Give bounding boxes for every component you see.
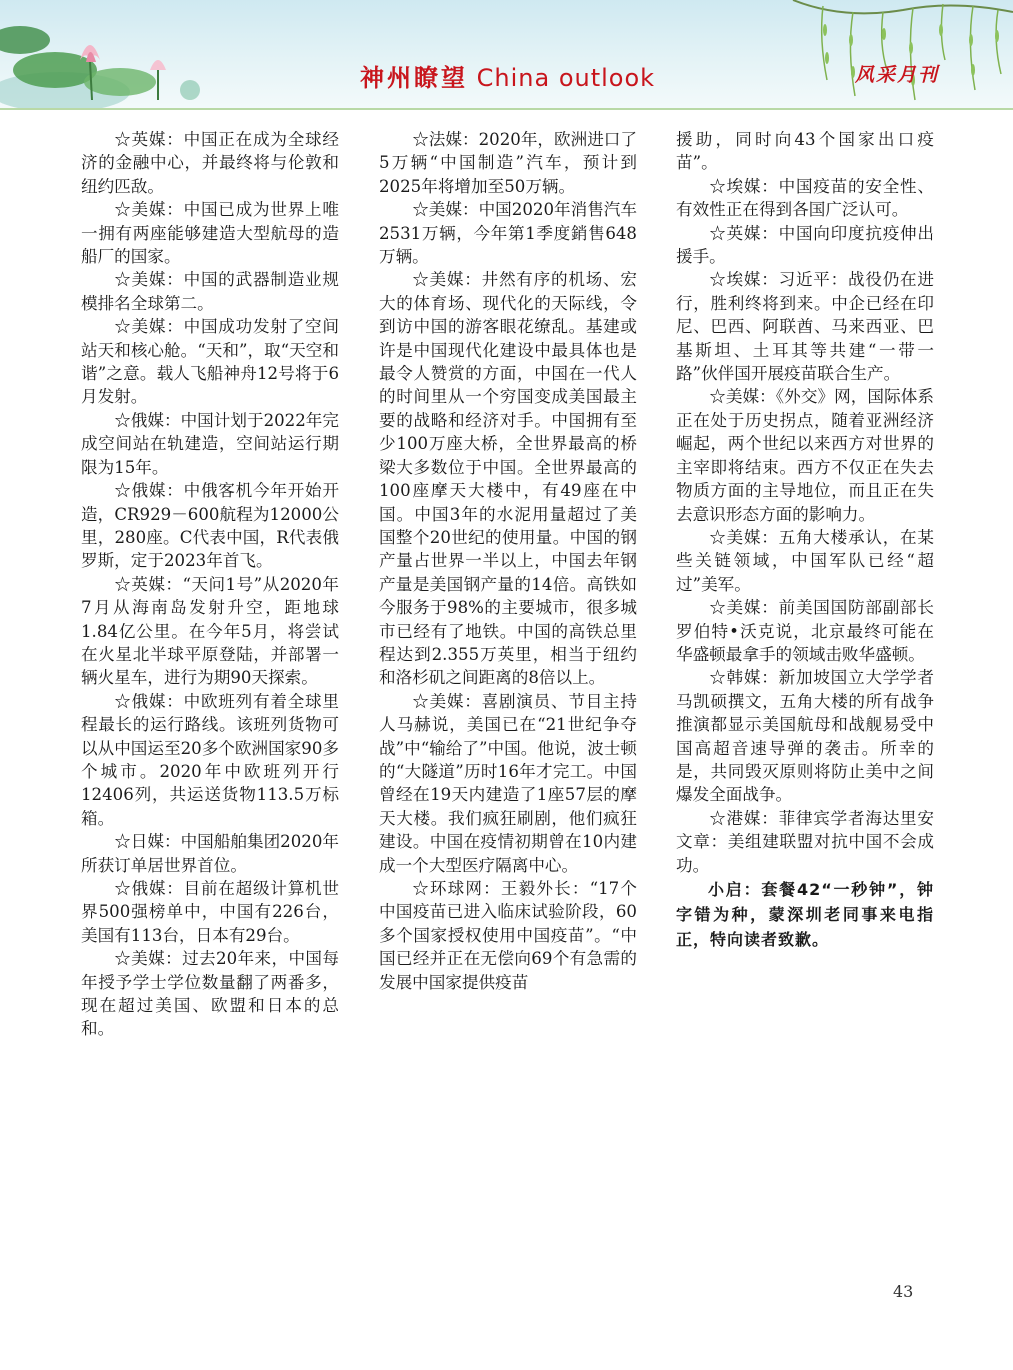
- news-item: ☆环球网：王毅外长：“17个中国疫苗已进入临床试验阶段，60多个国家授权使用中国疫苗”。“中国已经并正在无偿向69个有急需的发展中国家提供疫苗: [379, 879, 637, 992]
- page-number: 43: [893, 1282, 914, 1301]
- lotus-decoration-icon: [0, 0, 240, 108]
- news-item: ☆俄媒：中欧班列有着全球里程最长的运行路线。该班列货物可以从中国运至20多个欧洲国家90多个城市。2020年中欧班列开行12406列，共运送货物113.5万标箱。: [81, 691, 339, 828]
- news-item: ☆美媒：喜剧演员、节目主持人马赫说，美国已在“21世纪争夺战”中“输给了”中国。他说，波士顿的“大隧道”历时16年才完工。中国曾经在19天内建造了1座57层的摩天大楼。我们疯狂刷剧，他们疯狂建设。中国在疫情初期曾在10内建成一个大型医疗隔离中心。: [379, 691, 637, 875]
- masthead-chinese: 神州瞭望: [360, 64, 468, 92]
- news-item: ☆美媒：中国成功发射了空间站天和核心舱。“天和”，取“天空和谐”之意。载人飞船神舟12号将于6月发射。: [81, 317, 339, 407]
- news-item: ☆港媒：菲律宾学者海达里安文章：美组建联盟对抗中国不会成功。: [676, 808, 934, 875]
- news-item: ☆英媒：中国向印度抗疫伸出援手。: [676, 223, 934, 267]
- page-header: [0, 0, 1013, 110]
- news-item: ☆埃媒：习近平：战役仍在进行，胜利终将到来。中企已经在印尼、巴西、阿联酋、马来西亚、巴基斯坦、土耳其等共建“一带一路”伙伴国开展疫苗联合生产。: [676, 270, 934, 384]
- news-item: ☆俄媒：目前在超级计算机世界500强榜单中，中国有226台，美国有113台，日本有29台。: [81, 879, 339, 945]
- masthead-english: China outlook: [476, 64, 656, 92]
- news-item: ☆英媒：中国正在成为全球经济的金融中心，并最终将与伦敦和纽约匹敌。: [81, 130, 339, 196]
- news-item: ☆美媒：五角大楼承认，在某些关链领域，中国军队已经“超过”美军。: [676, 527, 934, 594]
- article-column-1: [81, 128, 339, 1041]
- article-column-3: [676, 128, 934, 952]
- news-item: ☆法媒：2020年，欧洲进口了5万辆“中国制造”汽车，预计到2025年将增加至50万辆。: [379, 130, 637, 196]
- news-item: ☆美媒：《外交》网，国际体系正在处于历史拐点，随着亚洲经济崛起，两个世纪以来西方对世界的主宰即将结束。西方不仅正在失去物质方面的主导地位，而且正在失去意识形态方面的影响力。: [676, 387, 934, 524]
- news-item: ☆俄媒：中俄客机今年开始开造，CR929－600航程为12000公里，280座。C代表中国，R代表俄罗斯，定于2023年首飞。: [81, 481, 339, 571]
- willow-decoration-icon: [783, 0, 1013, 108]
- news-item: ☆美媒：前美国国防部副部长罗伯特•沃克说，北京最终可能在华盛顿最拿手的领域击败华盛顿。: [676, 598, 934, 664]
- news-item-continuation: 援助，同时向43个国家出口疫苗”。: [676, 130, 934, 173]
- news-item: ☆美媒：井然有序的机场、宏大的体育场、现代化的天际线，令到访中国的游客眼花缭乱。基建或许是中国现代化建设中最具体也是最令人赞赏的方面，中国在一代人的时间里从一个穷国变成美国最主要的战略和经济对手。中国拥有至少100万座大桥，全世界最高的桥梁大多数位于中国。全世界最高的100座摩天大楼中，有49座在中国。中国3年的水泥用量超过了美国整个20世纪的使用量。中国的钢产量占世界一半以上，中国去年钢产量是美国钢产量的14倍。高铁如今服务于98%的主要城市，很多城市已经有了地铁。中国的高铁总里程达到2.355万英里，相当于纽约和洛杉矶之间距离的8倍以上。: [379, 270, 637, 688]
- masthead: [360, 58, 655, 93]
- news-item: ☆日媒：中国船舶集团2020年所获订单居世界首位。: [81, 832, 339, 875]
- news-item: ☆俄媒：中国计划于2022年完成空间站在轨建造，空间站运行期限为15年。: [81, 410, 339, 477]
- news-item: ☆美媒：中国2020年消售汽车2531万辆，今年第1季度銷售648万辆。: [379, 200, 637, 267]
- correction-notice: 小启：套餐42“一秒钟”，钟字错为种，蒙深圳老同事来电指正，特向读者致歉。: [676, 880, 934, 949]
- news-item: ☆埃媒：中国疫苗的安全性、有效性正在得到各国广泛认可。: [676, 176, 934, 220]
- news-item: ☆美媒：过去20年来，中国每年授予学士学位数量翻了两番多，现在超过美国、欧盟和日本的总和。: [81, 949, 339, 1039]
- article-column-2: [379, 128, 637, 994]
- news-item: ☆美媒：中国的武器制造业规模排名全球第二。: [81, 270, 339, 313]
- section-tag: 风采月刊: [854, 64, 939, 86]
- news-item: ☆美媒：中国已成为世界上唯一拥有两座能够建造大型航母的造船厂的国家。: [81, 200, 339, 267]
- news-item: ☆英媒：“天问1号”从2020年7月从海南岛发射升空，距地球1.84亿公里。在今年5月，将尝试在火星北半球平原登陆，并部署一辆火星车，进行为期90天探索。: [81, 574, 339, 688]
- news-item: ☆韩媒：新加坡国立大学学者马凯硕撰文，五角大楼的所有战争推演都显示美国航母和战舰易受中国高超音速导弹的袭击。所幸的是，共同毁灭原则将防止美中之间爆发全面战争。: [676, 668, 934, 805]
